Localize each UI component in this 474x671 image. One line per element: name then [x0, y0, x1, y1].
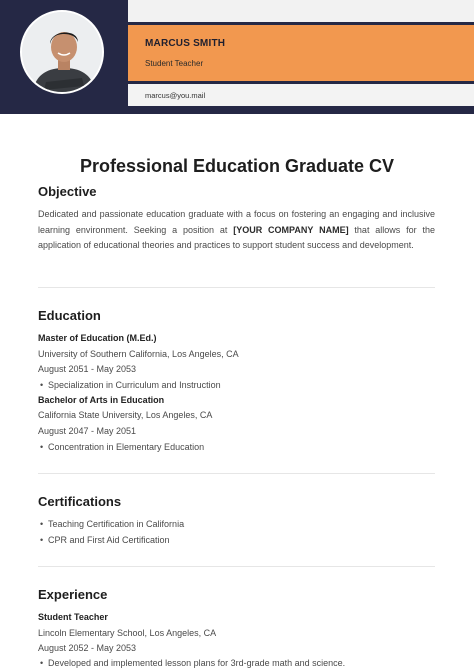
bullet-icon: • [40, 442, 44, 452]
objective-text-before: Dedicated and passionate education graduate with a focus on fostering an engaging and inclusive learning environment. Seeking a position at [38, 209, 435, 235]
candidate-email: marcus@you.mail [145, 91, 206, 100]
experience-place: Lincoln Elementary School, Los Angeles, CA [38, 628, 217, 638]
bullet-icon: • [40, 380, 44, 390]
education-school: University of Southern California, Los Angeles, CA [38, 349, 239, 359]
experience-bullet-text: Developed and implemented lesson plans for 3rd-grade math and science. [48, 658, 346, 668]
name-band [128, 25, 474, 81]
education-bullet-text: Specialization in Curriculum and Instruction [48, 380, 221, 390]
objective-text-after: that allows for the application of educational theories and practices to support student success and development. [38, 224, 436, 250]
education-bullet-text: Concentration in Elementary Education [48, 442, 205, 452]
education-dates: August 2047 - May 2051 [38, 426, 137, 436]
certification-text: CPR and First Aid Certification [48, 535, 170, 545]
objective-text [38, 207, 435, 254]
cv-header [0, 0, 474, 114]
bullet-icon: • [40, 658, 44, 668]
email-band [128, 84, 474, 106]
section-divider [38, 473, 435, 474]
education-dates: August 2051 - May 2053 [38, 364, 137, 374]
candidate-name: MARCUS SMITH [145, 38, 226, 49]
certification-item [40, 519, 184, 529]
education-degree: Master of Education (M.Ed.) [38, 333, 157, 343]
certification-text: Teaching Certification in California [48, 519, 185, 529]
certifications-heading: Certifications [38, 494, 122, 509]
section-divider [38, 566, 435, 567]
certification-item [40, 535, 170, 545]
experience-role: Student Teacher [38, 612, 108, 622]
company-placeholder: [YOUR COMPANY NAME] [233, 224, 349, 235]
experience-bullet [40, 658, 345, 668]
experience-heading: Experience [38, 587, 108, 602]
section-divider [38, 287, 435, 288]
bullet-icon: • [40, 519, 44, 529]
avatar [20, 10, 104, 94]
header-top-strip [128, 0, 474, 22]
education-degree: Bachelor of Arts in Education [38, 395, 165, 405]
education-school: California State University, Los Angeles, CA [38, 410, 213, 420]
objective-heading: Objective [38, 184, 97, 199]
candidate-role: Student Teacher [145, 59, 204, 68]
education-bullet [40, 442, 204, 452]
person-photo-icon [22, 12, 104, 94]
education-heading: Education [38, 308, 101, 323]
experience-dates: August 2052 - May 2053 [38, 643, 137, 653]
page-title: Professional Education Graduate CV [79, 156, 395, 176]
education-bullet [40, 380, 221, 390]
bullet-icon: • [40, 535, 44, 545]
